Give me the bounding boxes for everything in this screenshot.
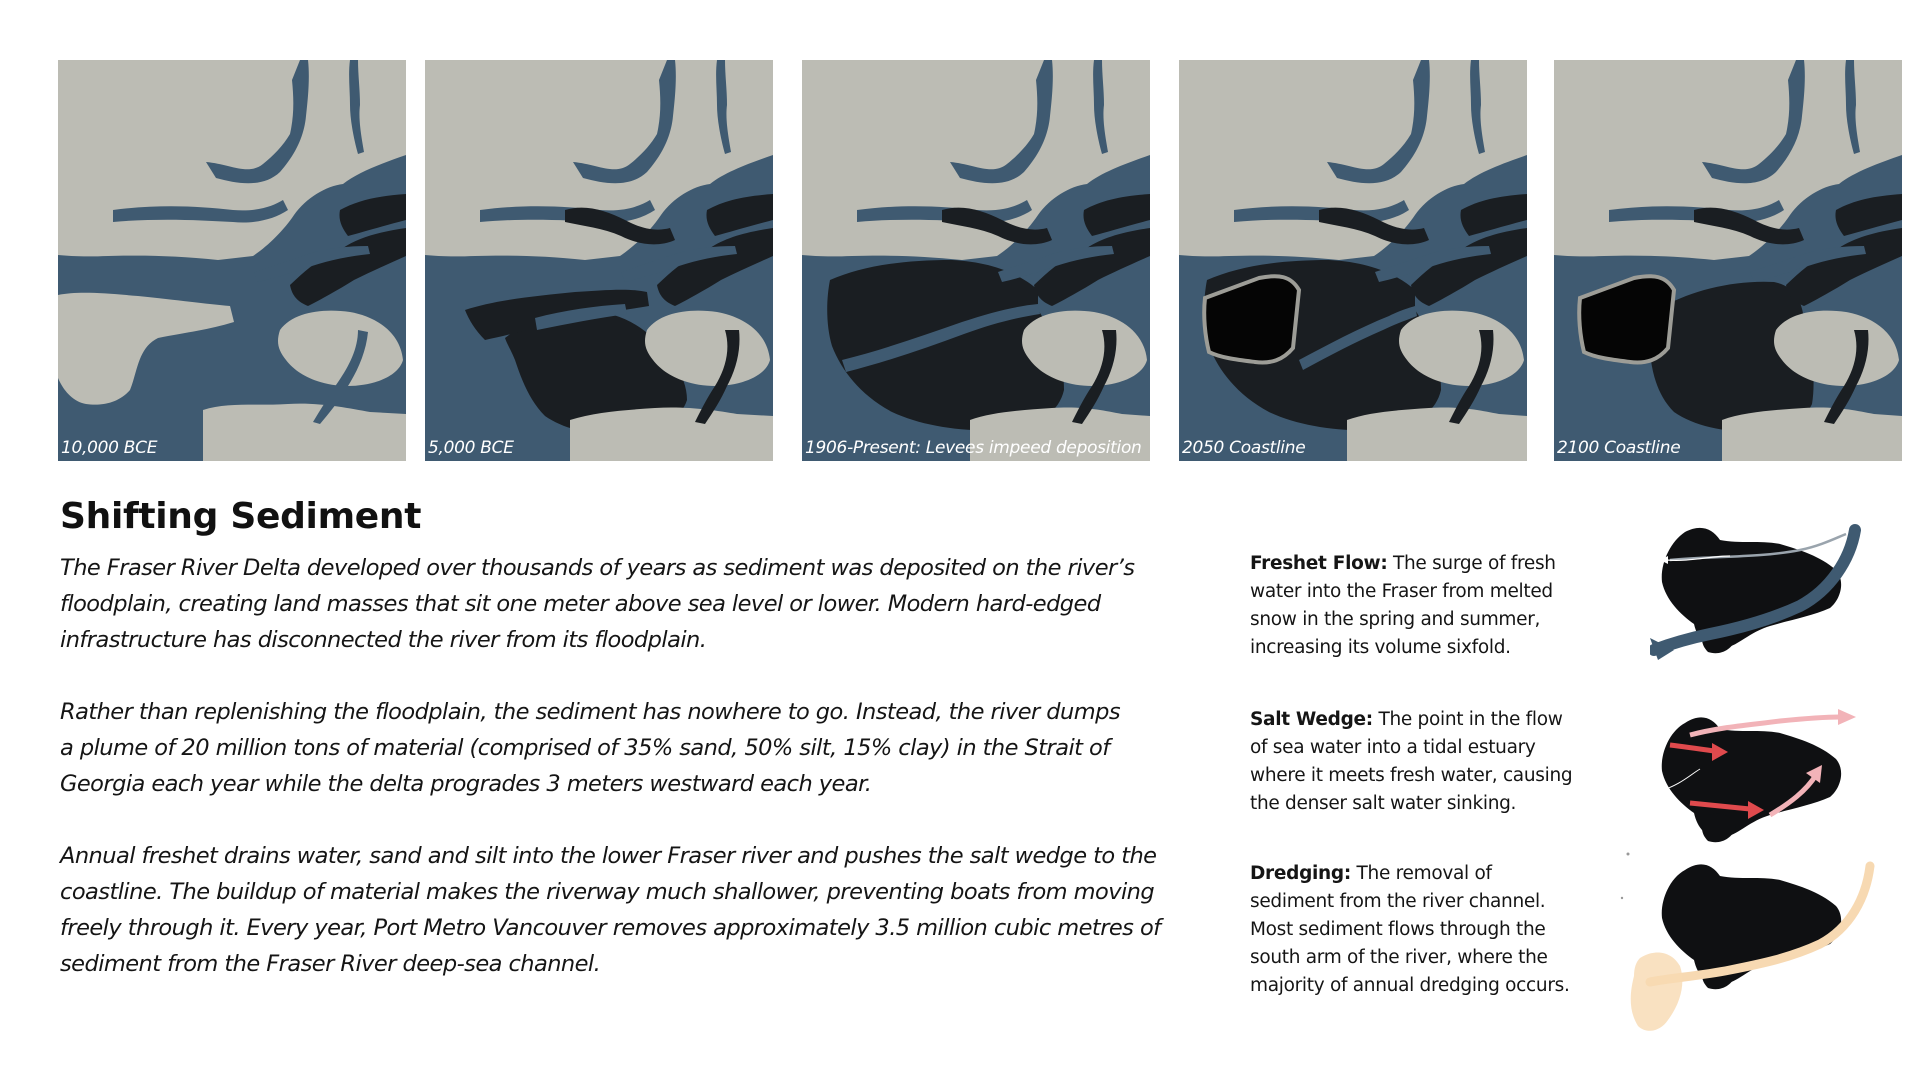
delta-map-10000-bce xyxy=(58,60,406,461)
term: Dredging: xyxy=(1250,863,1351,884)
term: Salt Wedge: xyxy=(1250,709,1373,730)
line: infrastructure has disconnected the river from its floodplain. xyxy=(60,627,707,653)
salt-wedge-diagram xyxy=(1650,705,1880,855)
line: Georgia each year while the delta progrades 3 meters westward each year. xyxy=(60,771,872,797)
map-caption: 5,000 BCE xyxy=(428,438,514,458)
delta-map-2050-coastline xyxy=(1179,60,1527,461)
line: snow in the spring and summer, xyxy=(1250,609,1541,630)
dredging-definition xyxy=(1250,860,1605,1000)
line: a plume of 20 million tons of material (comprised of 35% sand, 50% silt, 15% clay) in the Strait of xyxy=(60,735,1110,761)
delta-map-2100-coastline xyxy=(1554,60,1902,461)
body-text xyxy=(60,550,1210,1018)
line: Rather than replenishing the floodplain, the sediment has nowhere to go. Instead, the river dumps xyxy=(60,699,1121,725)
map-1906-present xyxy=(802,60,1150,461)
line: The Fraser River Delta developed over thousands of years as sediment was deposited on the river’s xyxy=(60,555,1135,581)
map-2100-coastline xyxy=(1554,60,1902,461)
map-5000-bce xyxy=(425,60,773,461)
map-2050-coastline xyxy=(1179,60,1527,461)
map-caption: 10,000 BCE xyxy=(61,438,158,458)
line: sediment from the Fraser River deep-sea channel. xyxy=(60,951,601,977)
line: coastline. The buildup of material makes the riverway much shallower, preventing boats from moving xyxy=(60,879,1155,905)
term: Freshet Flow: xyxy=(1250,553,1388,574)
line: water into the Fraser from melted xyxy=(1250,581,1553,602)
line: increasing its volume sixfold. xyxy=(1250,637,1511,658)
page-title: Shifting Sediment xyxy=(60,496,422,537)
line: floodplain, creating land masses that sit one meter above sea level or lower. Modern hard-edged xyxy=(60,591,1101,617)
line: The removal of sediment from the river channel. Most sediment flows through the south arm of the river, where the majority of annual dredging occurs. xyxy=(1250,863,1570,996)
line: freely through it. Every year, Port Metro Vancouver removes approximately 3.5 million cubic metres of xyxy=(60,915,1161,941)
map-caption: 1906-Present: Levees impeed deposition xyxy=(805,438,1142,458)
delta-map-5000-bce xyxy=(425,60,773,461)
line: Annual freshet drains water, sand and silt into the lower Fraser river and pushes the salt wedge to the xyxy=(60,843,1157,869)
paragraph-3 xyxy=(60,838,1210,982)
salt-wedge-definition xyxy=(1250,706,1605,818)
delta-map-1906-present xyxy=(802,60,1150,461)
freshet-flow-diagram xyxy=(1650,520,1880,660)
paragraph-1 xyxy=(60,550,1210,658)
map-caption: 2100 Coastline xyxy=(1557,438,1681,458)
freshet-flow-definition xyxy=(1250,550,1605,662)
dredging-diagram xyxy=(1620,848,1880,1038)
line: The point in the flow of sea water into a tidal estuary where it meets fresh water, causing the denser salt water sinking. xyxy=(1250,709,1573,814)
map-10000-bce xyxy=(58,60,406,461)
map-caption: 2050 Coastline xyxy=(1182,438,1306,458)
map-strip xyxy=(0,0,1920,470)
paragraph-2 xyxy=(60,694,1210,802)
line: The surge of fresh xyxy=(1387,553,1556,574)
